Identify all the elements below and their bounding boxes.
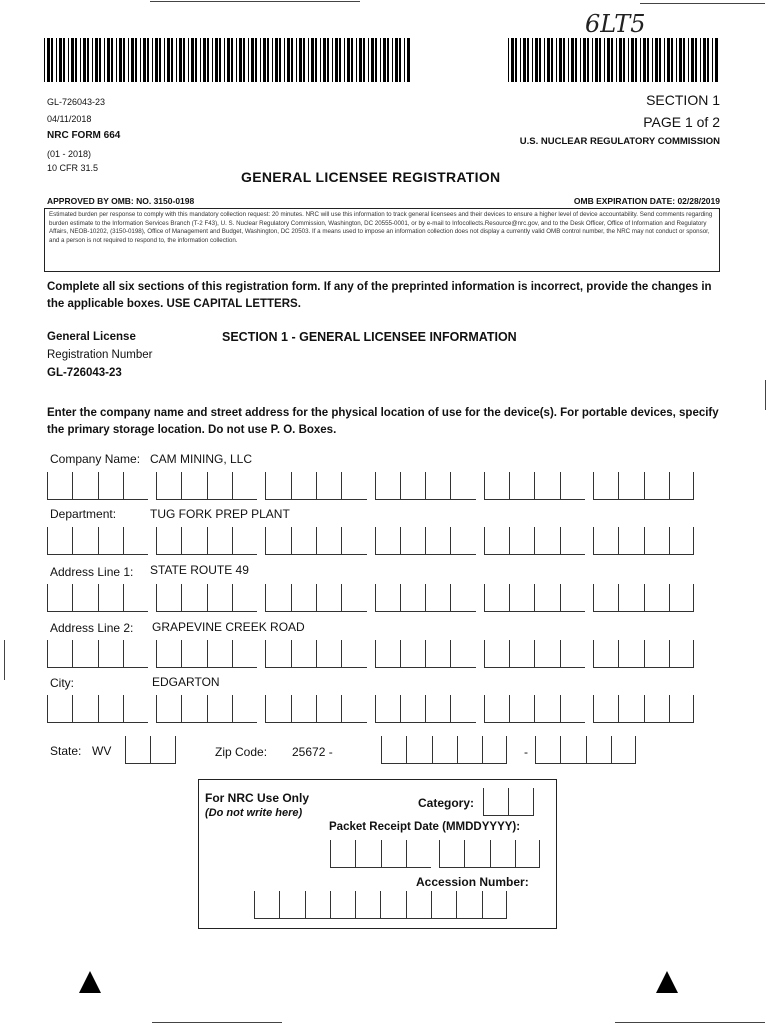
character-box[interactable]: [72, 640, 97, 668]
character-box[interactable]: [265, 527, 290, 555]
character-box[interactable]: [181, 695, 206, 723]
section-number: SECTION 1: [646, 92, 720, 108]
character-box[interactable]: [150, 736, 175, 764]
character-box[interactable]: [669, 695, 694, 723]
character-box[interactable]: [156, 695, 181, 723]
character-box[interactable]: [232, 527, 257, 555]
character-box[interactable]: [123, 584, 148, 612]
zip-code-boxes[interactable]: [381, 736, 507, 764]
character-box[interactable]: [279, 891, 304, 919]
character-box[interactable]: [232, 472, 257, 500]
agency-name: U.S. NUCLEAR REGULATORY COMMISSION: [519, 136, 720, 147]
registration-number: GL-726043-23: [47, 367, 122, 379]
character-box[interactable]: [207, 472, 232, 500]
address2-label: Address Line 2:: [50, 621, 134, 635]
page-number: PAGE 1 of 2: [643, 114, 720, 130]
address1-label: Address Line 1:: [50, 565, 134, 579]
character-box[interactable]: [265, 695, 290, 723]
character-box[interactable]: [593, 640, 618, 668]
character-box[interactable]: [316, 527, 341, 555]
character-box[interactable]: [406, 736, 431, 764]
character-box[interactable]: [400, 472, 425, 500]
registration-label-2: Registration Number: [47, 349, 153, 361]
accession-label: Accession Number:: [416, 875, 529, 889]
character-box[interactable]: [483, 788, 508, 816]
character-box[interactable]: [181, 640, 206, 668]
character-box[interactable]: [123, 472, 148, 500]
nrc-use-only-box: [198, 779, 557, 929]
character-box[interactable]: [534, 472, 559, 500]
department-boxes[interactable]: [47, 527, 694, 555]
character-box[interactable]: [123, 527, 148, 555]
gl-number-header: GL-726043-23: [47, 97, 106, 107]
character-box[interactable]: [47, 640, 72, 668]
character-box[interactable]: [72, 584, 97, 612]
character-box[interactable]: [456, 891, 481, 919]
character-box[interactable]: [509, 527, 534, 555]
character-box[interactable]: [305, 891, 330, 919]
character-box[interactable]: [265, 640, 290, 668]
address2-value: GRAPEVINE CREEK ROAD: [152, 620, 305, 634]
cfr-reference: 10 CFR 31.5: [47, 163, 99, 173]
omb-approval: APPROVED BY OMB: NO. 3150-0198: [47, 196, 195, 206]
character-box[interactable]: [425, 472, 450, 500]
character-box[interactable]: [254, 891, 279, 919]
character-box[interactable]: [232, 584, 257, 612]
packet-date-boxes: [330, 840, 540, 868]
department-value: TUG FORK PREP PLANT: [150, 507, 290, 521]
character-box[interactable]: [535, 736, 560, 764]
character-box[interactable]: [509, 472, 534, 500]
scan-line-top: [150, 1, 360, 2]
character-box[interactable]: [482, 736, 507, 764]
character-box[interactable]: [381, 840, 406, 868]
packet-date-label: Packet Receipt Date (MMDDYYYY):: [329, 821, 521, 833]
character-box[interactable]: [560, 640, 585, 668]
character-box[interactable]: [291, 527, 316, 555]
address1-value: STATE ROUTE 49: [150, 563, 249, 577]
character-box[interactable]: [669, 472, 694, 500]
character-box[interactable]: [291, 472, 316, 500]
character-box[interactable]: [400, 640, 425, 668]
character-box[interactable]: [484, 584, 509, 612]
character-box[interactable]: [98, 472, 123, 500]
nrc-use-subtitle: (Do not write here): [205, 807, 303, 819]
character-box[interactable]: [508, 788, 533, 816]
character-box[interactable]: [431, 891, 456, 919]
character-box[interactable]: [457, 736, 482, 764]
character-box[interactable]: [232, 695, 257, 723]
zip-value: 25672 -: [292, 745, 333, 759]
character-box[interactable]: [560, 472, 585, 500]
character-box[interactable]: [72, 695, 97, 723]
character-box[interactable]: [156, 527, 181, 555]
character-box[interactable]: [644, 584, 669, 612]
character-box[interactable]: [484, 640, 509, 668]
registration-mark-left: [79, 971, 101, 993]
omb-expiration: OMB EXPIRATION DATE: 02/28/2019: [573, 196, 720, 206]
character-box[interactable]: [669, 584, 694, 612]
character-box[interactable]: [534, 584, 559, 612]
character-box[interactable]: [534, 640, 559, 668]
character-box[interactable]: [47, 695, 72, 723]
character-box[interactable]: [72, 472, 97, 500]
character-box[interactable]: [593, 472, 618, 500]
character-box[interactable]: [611, 736, 636, 764]
character-box[interactable]: [156, 584, 181, 612]
character-box[interactable]: [618, 472, 643, 500]
character-box[interactable]: [380, 891, 405, 919]
character-box[interactable]: [47, 527, 72, 555]
burden-statement: Estimated burden per response to comply with this mandatory collection request: 20 minutes. NRC will use this information to track general licensees and their devices to ensure a higher level of device accountability. Send comments regarding burden estimate to the Information Services Branch (T-2 F43), U. S. Nuclear Regulatory Commission, Washington, DC 20555-0001, or by e-mail to Infocollects.Resource@nrc.gov, and to the Desk Officer, Office of Information and Regulatory Affairs, NEOB-10202, (3150-0198), Office of Management and Budget, Washington, DC 20503. If a means used to impose an information collection does not display a currently valid OMB control number, the NRC may not conduct or sponsor, and a person is not required to respond to, the information collection.: [44, 208, 720, 272]
character-box[interactable]: [482, 891, 507, 919]
character-box[interactable]: [375, 695, 400, 723]
character-box[interactable]: [375, 584, 400, 612]
character-box[interactable]: [341, 472, 366, 500]
character-box[interactable]: [156, 472, 181, 500]
accession-number-boxes: [254, 891, 507, 919]
character-box[interactable]: [450, 584, 475, 612]
character-box[interactable]: [534, 527, 559, 555]
character-box[interactable]: [560, 695, 585, 723]
character-box[interactable]: [618, 640, 643, 668]
character-box[interactable]: [265, 472, 290, 500]
character-box[interactable]: [618, 695, 643, 723]
character-box[interactable]: [406, 840, 431, 868]
character-box[interactable]: [425, 695, 450, 723]
state-value: WV: [92, 744, 112, 758]
character-box[interactable]: [669, 640, 694, 668]
character-box[interactable]: [439, 840, 464, 868]
character-box[interactable]: [618, 584, 643, 612]
scan-line-top-right: [640, 3, 765, 4]
character-box[interactable]: [47, 584, 72, 612]
character-box[interactable]: [509, 640, 534, 668]
character-box[interactable]: [291, 584, 316, 612]
city-value: EDGARTON: [152, 675, 220, 689]
character-box[interactable]: [207, 584, 232, 612]
character-box[interactable]: [644, 695, 669, 723]
registration-mark-right: [656, 971, 678, 993]
character-box[interactable]: [534, 695, 559, 723]
character-box[interactable]: [375, 527, 400, 555]
registration-label-1: General License: [47, 331, 136, 343]
section-heading: SECTION 1 - GENERAL LICENSEE INFORMATION: [222, 330, 517, 344]
character-box[interactable]: [484, 472, 509, 500]
character-box[interactable]: [341, 584, 366, 612]
character-box[interactable]: [450, 695, 475, 723]
character-box[interactable]: [400, 527, 425, 555]
character-box[interactable]: [207, 695, 232, 723]
character-box[interactable]: [425, 640, 450, 668]
character-box[interactable]: [484, 527, 509, 555]
character-box[interactable]: [47, 472, 72, 500]
form-revision: (01 - 2018): [47, 149, 92, 159]
character-box[interactable]: [490, 840, 515, 868]
form-date: 04/11/2018: [47, 114, 92, 124]
form-name: NRC FORM 664: [47, 130, 121, 141]
state-label: State:: [50, 744, 82, 758]
character-box[interactable]: [450, 527, 475, 555]
department-label: Department:: [50, 507, 117, 521]
character-box[interactable]: [644, 527, 669, 555]
form-title: GENERAL LICENSEE REGISTRATION: [241, 169, 501, 185]
character-box[interactable]: [291, 695, 316, 723]
main-instructions: Complete all six sections of this registration form. If any of the preprinted information is incorrect, provide the changes in the applicable boxes. USE CAPITAL LETTERS.: [47, 281, 712, 310]
zip-label: Zip Code:: [215, 745, 268, 759]
character-box[interactable]: [123, 640, 148, 668]
character-box[interactable]: [644, 640, 669, 668]
character-box[interactable]: [515, 840, 540, 868]
zip-dash: -: [524, 745, 528, 759]
address-line-1-boxes[interactable]: [47, 584, 694, 612]
address-line-2-boxes[interactable]: [47, 640, 694, 668]
character-box[interactable]: [375, 472, 400, 500]
character-box[interactable]: [400, 695, 425, 723]
character-box[interactable]: [341, 527, 366, 555]
character-box[interactable]: [291, 640, 316, 668]
category-boxes: [483, 788, 534, 816]
company-label: Company Name:: [50, 452, 141, 466]
character-box[interactable]: [509, 695, 534, 723]
character-box[interactable]: [644, 472, 669, 500]
character-box[interactable]: [316, 472, 341, 500]
character-box[interactable]: [207, 640, 232, 668]
character-box[interactable]: [181, 527, 206, 555]
character-box[interactable]: [123, 695, 148, 723]
character-box[interactable]: [232, 640, 257, 668]
character-box[interactable]: [355, 840, 380, 868]
character-box[interactable]: [560, 584, 585, 612]
character-box[interactable]: [509, 584, 534, 612]
character-box[interactable]: [375, 640, 400, 668]
character-box[interactable]: [316, 584, 341, 612]
scan-line-bottom: [152, 1022, 282, 1023]
character-box[interactable]: [330, 891, 355, 919]
character-box[interactable]: [669, 527, 694, 555]
character-box[interactable]: [207, 527, 232, 555]
character-box[interactable]: [125, 736, 150, 764]
character-box[interactable]: [98, 584, 123, 612]
scan-line-right: [765, 380, 766, 410]
character-box[interactable]: [341, 640, 366, 668]
character-box[interactable]: [316, 640, 341, 668]
character-box[interactable]: [98, 640, 123, 668]
character-box[interactable]: [484, 695, 509, 723]
character-box[interactable]: [72, 527, 97, 555]
character-box[interactable]: [98, 695, 123, 723]
state-boxes[interactable]: [125, 736, 176, 764]
character-box[interactable]: [381, 736, 406, 764]
barcode-left: [44, 38, 414, 82]
character-box[interactable]: [464, 840, 489, 868]
character-box[interactable]: [593, 695, 618, 723]
character-box[interactable]: [432, 736, 457, 764]
character-box[interactable]: [355, 891, 380, 919]
character-box[interactable]: [586, 736, 611, 764]
company-value: CAM MINING, LLC: [150, 452, 253, 466]
address-instructions: Enter the company name and street address for the physical location of use for the device(s). For portable devices, specify the primary storage location. Do not use P. O. Boxes.: [47, 407, 719, 436]
character-box[interactable]: [406, 891, 431, 919]
character-box[interactable]: [560, 736, 585, 764]
character-box[interactable]: [450, 472, 475, 500]
character-box[interactable]: [425, 527, 450, 555]
city-boxes[interactable]: [47, 695, 694, 723]
scan-line-bottom-right: [615, 1022, 765, 1023]
zip-extension-boxes[interactable]: [535, 736, 636, 764]
character-box[interactable]: [450, 640, 475, 668]
barcode-right: [508, 38, 720, 82]
character-box[interactable]: [593, 527, 618, 555]
character-box[interactable]: [265, 584, 290, 612]
character-box[interactable]: [98, 527, 123, 555]
character-box[interactable]: [181, 584, 206, 612]
company-name-boxes[interactable]: [47, 472, 694, 500]
character-box[interactable]: [181, 472, 206, 500]
character-box[interactable]: [330, 840, 355, 868]
character-box[interactable]: [618, 527, 643, 555]
character-box[interactable]: [560, 527, 585, 555]
character-box[interactable]: [316, 695, 341, 723]
nrc-use-title: For NRC Use Only: [205, 791, 310, 805]
character-box[interactable]: [341, 695, 366, 723]
character-box[interactable]: [400, 584, 425, 612]
character-box[interactable]: [425, 584, 450, 612]
character-box[interactable]: [156, 640, 181, 668]
character-box[interactable]: [593, 584, 618, 612]
scan-line-left: [4, 640, 5, 680]
city-label: City:: [50, 676, 74, 690]
category-label: Category:: [418, 796, 475, 810]
handwritten-note: 6LT5: [585, 10, 646, 38]
